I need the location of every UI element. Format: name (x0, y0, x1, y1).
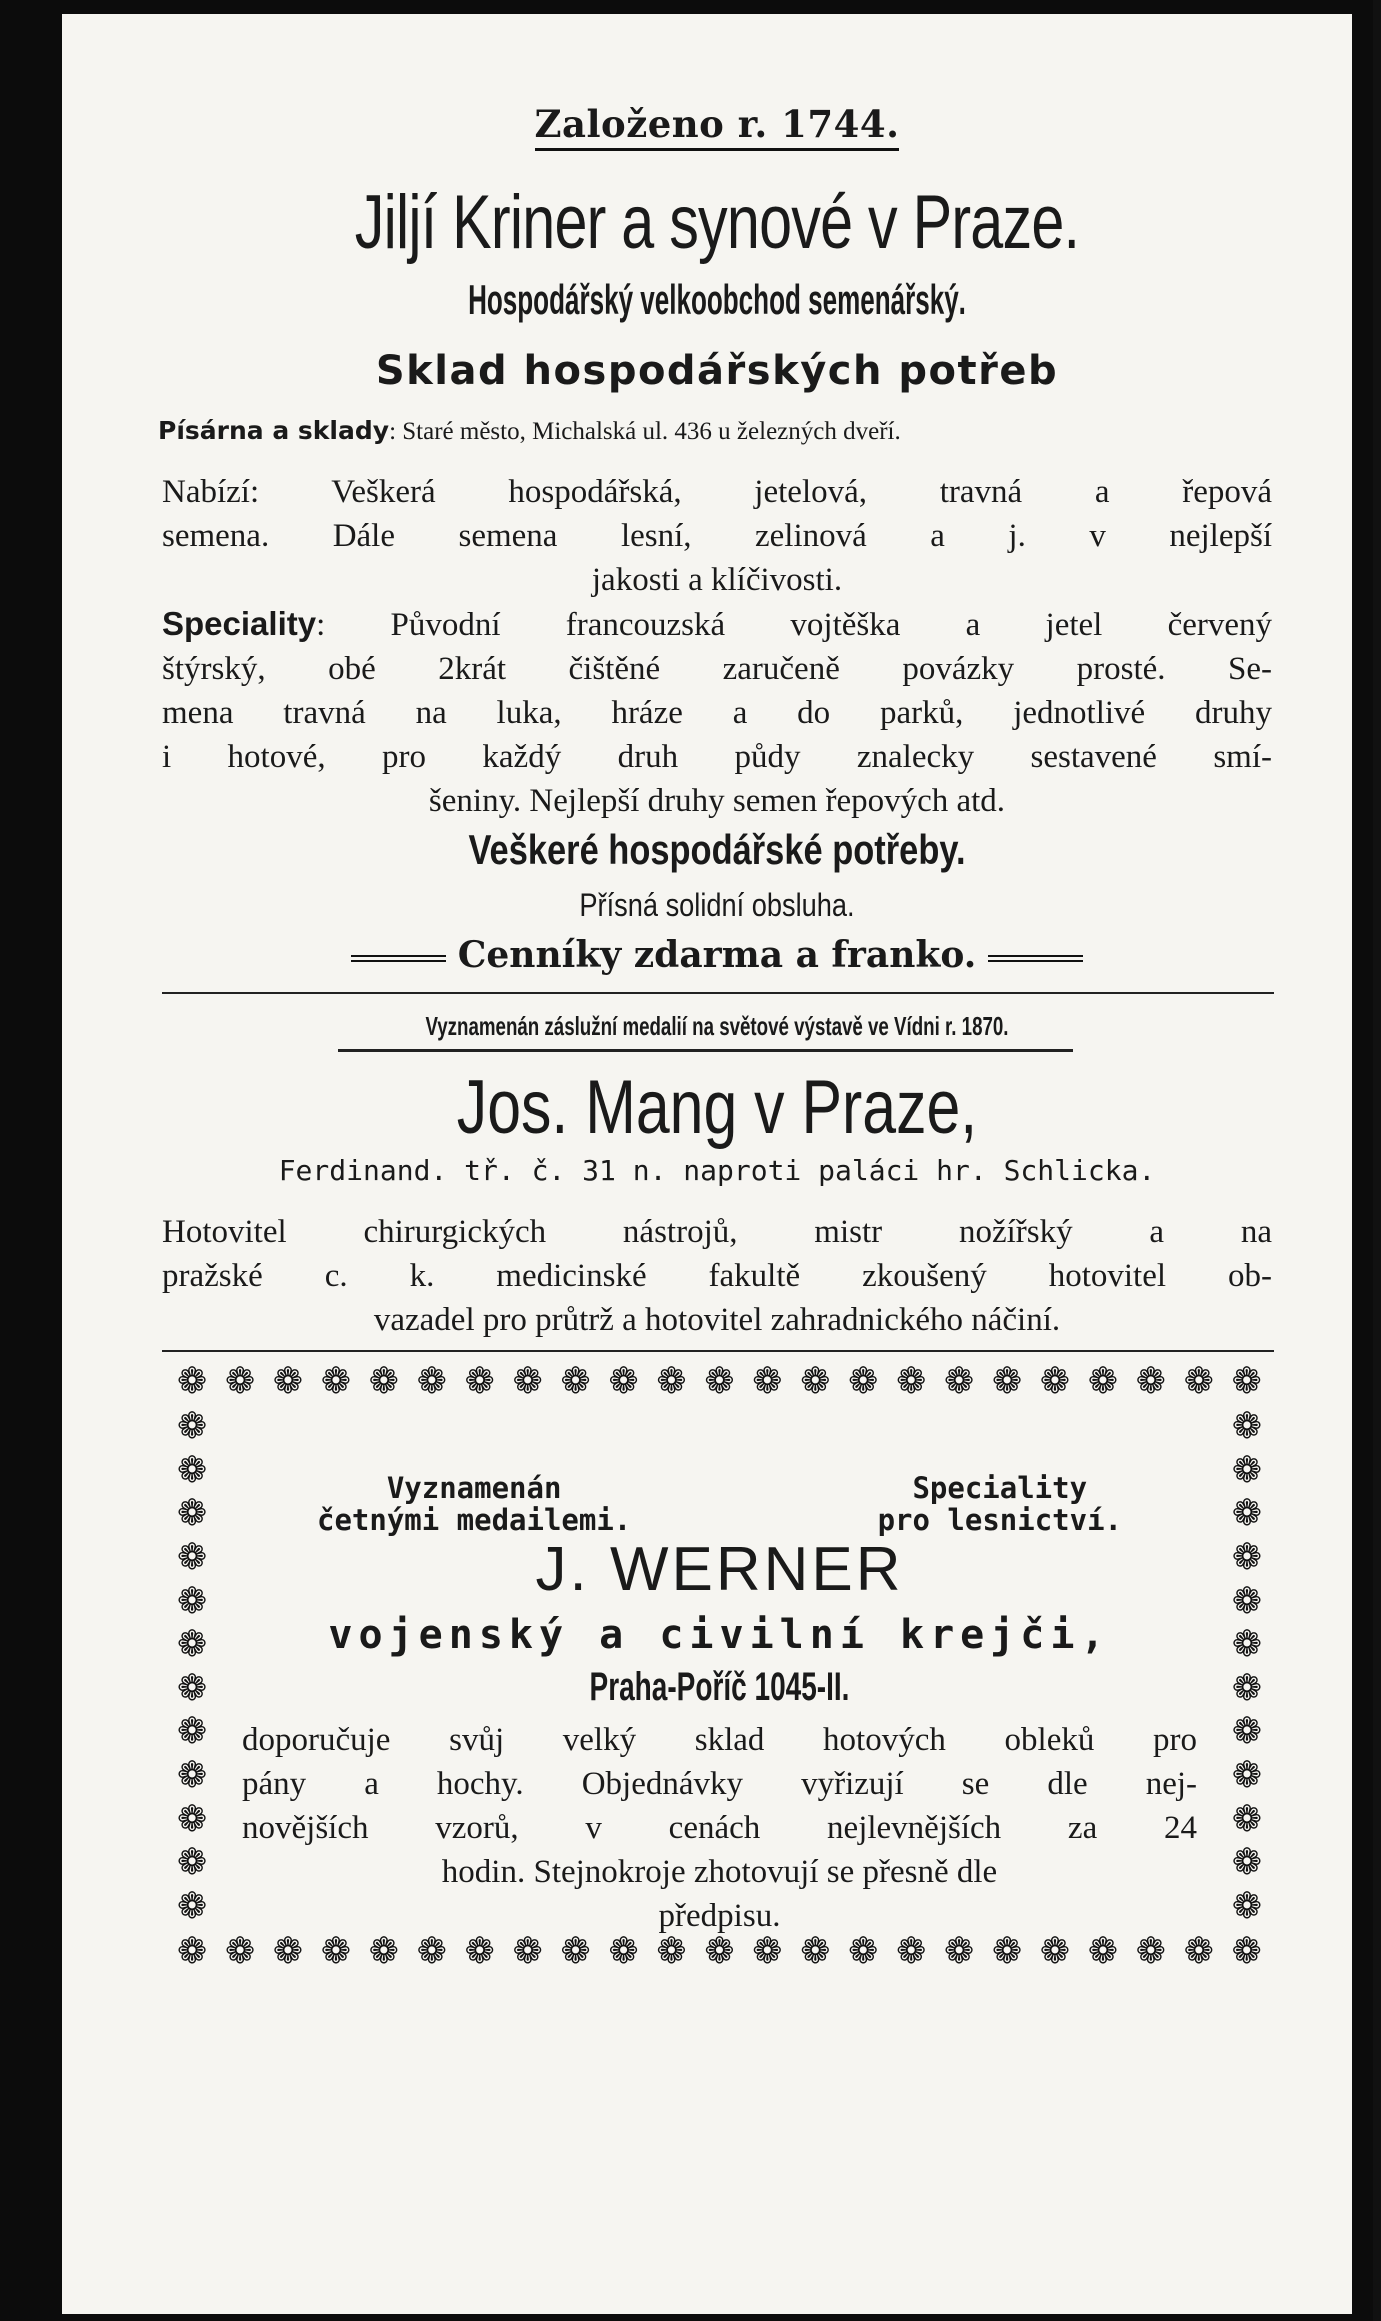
flower-ornament-icon: ❁ (1231, 1361, 1262, 1402)
flower-ornament-icon: ❁ (1231, 1406, 1262, 1447)
office-address: : Staré město, Michalská ul. 436 u železných dveří. (389, 418, 901, 445)
flower-ornament-icon: ❁ (848, 1361, 879, 1402)
specialty-line: i hotové, pro každý druh půdy znalecky sestavené smí- (162, 739, 1272, 775)
flower-ornament-icon: ❁ (1039, 1361, 1071, 1402)
flower-ornament-icon: ❁ (177, 1449, 208, 1491)
flower-ornament-icon: ❁ (704, 1931, 735, 1972)
offer-line: Nabízí: Veškerá hospodářská, jetelová, travná a řepová (162, 474, 1272, 510)
price-lists-text: Cenníky zdarma a franko. (457, 934, 977, 976)
flower-ornament-icon: ❁ (1231, 1449, 1262, 1491)
founded-text: Založeno r. 1744. (535, 102, 900, 151)
werner-line: novějších vzorů, v cenách nejlevnějších za 24 (242, 1810, 1197, 1846)
specialty-text: : Původní francouzská vojtěška a jetel červený (316, 607, 1272, 643)
flower-ornament-icon: ❁ (1183, 1361, 1214, 1402)
flower-ornament-icon: ❁ (1231, 1624, 1262, 1666)
mang-line: Hotovitel chirurgických nástrojů, mistr nožířský a na (162, 1214, 1272, 1250)
firm-title-kriner: Jiljí Kriner a synové v Praze. (354, 180, 1080, 265)
flower-ornament-icon: ❁ (320, 1931, 351, 1972)
flower-ornament-icon: ❁ (944, 1931, 975, 1972)
werner-trade: vojenský a civilní krejči, (328, 1612, 1111, 1658)
werner-line-last: předpisu. (658, 1898, 781, 1934)
divider-rule (162, 1350, 1274, 1352)
flower-ornament-icon: ❁ (464, 1361, 495, 1402)
offer-line-last: jakosti a klíčivosti. (591, 562, 843, 598)
specialty-note-line: pro lesnictví. (877, 1503, 1122, 1537)
mang-line-last: vazadel pro průtrž a hotovitel zahradnického náčiní. (373, 1302, 1061, 1338)
flower-ornament-icon: ❁ (177, 1624, 208, 1666)
flower-ornament-icon: ❁ (368, 1361, 399, 1402)
flower-ornament-icon: ❁ (848, 1931, 879, 1972)
flower-ornament-icon: ❁ (1231, 1711, 1262, 1753)
specialty-first-line (162, 602, 1272, 647)
flower-ornament-icon: ❁ (512, 1361, 543, 1402)
flower-ornament-icon: ❁ (560, 1931, 591, 1972)
all-needs-heading: Veškeré hospodářské potřeby. (468, 826, 966, 873)
ornament-border-bottom (177, 1932, 1262, 1972)
flower-ornament-icon: ❁ (177, 1931, 208, 1972)
price-lists-line (172, 934, 1262, 976)
flower-ornament-icon: ❁ (177, 1755, 208, 1796)
page-sheet (62, 14, 1352, 2314)
werner-line: pány a hochy. Objednávky vyřizují se dle nej- (242, 1766, 1197, 1802)
awards-note-line: Vyznamenán (386, 1471, 562, 1505)
flower-ornament-icon: ❁ (1183, 1931, 1214, 1972)
flower-ornament-icon: ❁ (272, 1361, 304, 1402)
flower-ornament-icon: ❁ (1231, 1493, 1262, 1535)
flower-ornament-icon: ❁ (560, 1361, 591, 1402)
flower-ornament-icon: ❁ (752, 1361, 783, 1402)
mang-line: pražské c. k. medicinské fakultě zkoušený hotovitel ob- (162, 1258, 1272, 1294)
werner-line: doporučuje svůj velký sklad hotových obleků pro (242, 1722, 1197, 1758)
flower-ornament-icon: ❁ (704, 1361, 735, 1402)
flower-ornament-icon: ❁ (944, 1361, 975, 1402)
flower-ornament-icon: ❁ (272, 1931, 304, 1972)
award-underline (338, 1049, 1073, 1052)
flower-ornament-icon: ❁ (608, 1361, 639, 1402)
flower-ornament-icon: ❁ (177, 1885, 208, 1927)
werner-name: J. WERNER (535, 1535, 904, 1604)
flower-ornament-icon: ❁ (1231, 1885, 1262, 1927)
mang-address: Ferdinand. tř. č. 31 n. naproti paláci hr. Schlicka. (278, 1154, 1156, 1187)
flower-ornament-icon: ❁ (1231, 1667, 1262, 1709)
werner-specialty-note (878, 1472, 1122, 1536)
flower-ornament-icon: ❁ (1135, 1361, 1166, 1402)
flower-ornament-icon: ❁ (1039, 1931, 1071, 1972)
firm-title-mang: Jos. Mang v Praze, (456, 1065, 978, 1150)
flower-ornament-icon: ❁ (177, 1406, 208, 1447)
werner-line-centered: hodin. Stejnokroje zhotovují se přesně dle (441, 1854, 998, 1890)
werner-paragraph (242, 1718, 1197, 1938)
dash-ornament-left (351, 955, 446, 962)
firm-subtitle-kriner: Hospodářský velkoobchod semenářský. (468, 276, 966, 323)
flower-ornament-icon: ❁ (608, 1931, 639, 1972)
flower-ornament-icon: ❁ (1087, 1931, 1118, 1972)
flower-ornament-icon: ❁ (1087, 1361, 1118, 1402)
specialty-label: Speciality (162, 605, 317, 642)
flower-ornament-icon: ❁ (800, 1361, 831, 1402)
flower-ornament-icon: ❁ (416, 1931, 447, 1972)
flower-ornament-icon: ❁ (368, 1931, 399, 1972)
flower-ornament-icon: ❁ (656, 1931, 687, 1972)
flower-ornament-icon: ❁ (177, 1667, 208, 1709)
flower-ornament-icon: ❁ (1231, 1536, 1262, 1578)
dash-ornament-right (988, 955, 1083, 962)
flower-ornament-icon: ❁ (656, 1361, 687, 1402)
flower-ornament-icon: ❁ (800, 1931, 831, 1972)
flower-ornament-icon: ❁ (1231, 1931, 1262, 1972)
flower-ornament-icon: ❁ (1231, 1580, 1262, 1622)
ornament-border-left (177, 1407, 207, 1927)
flower-ornament-icon: ❁ (177, 1493, 208, 1535)
flower-ornament-icon: ❁ (896, 1931, 927, 1972)
flower-ornament-icon: ❁ (177, 1798, 208, 1840)
werner-ad-frame (177, 1362, 1262, 1972)
awards-note-line: četnými medailemi. (317, 1503, 632, 1537)
specialty-line: mena travná na luka, hráze a do parků, jednotlivé druhy (162, 695, 1272, 731)
offer-paragraph (162, 470, 1272, 602)
founded-line (172, 102, 1262, 146)
flower-ornament-icon: ❁ (1231, 1798, 1262, 1840)
specialty-line-last: šeniny. Nejlepší druhy semen řepových atd. (428, 783, 1006, 819)
flower-ornament-icon: ❁ (177, 1361, 208, 1402)
office-address-line (158, 416, 1278, 446)
scan-edge (1373, 0, 1381, 2321)
flower-ornament-icon: ❁ (464, 1931, 495, 1972)
werner-awards-note (317, 1472, 631, 1536)
flower-ornament-icon: ❁ (1231, 1755, 1262, 1796)
flower-ornament-icon: ❁ (991, 1361, 1023, 1402)
specialty-note-line: Speciality (912, 1471, 1088, 1505)
flower-ornament-icon: ❁ (991, 1931, 1023, 1972)
flower-ornament-icon: ❁ (320, 1361, 351, 1402)
offer-line: semena. Dále semena lesní, zelinová a j. v nejlepší (162, 518, 1272, 554)
flower-ornament-icon: ❁ (896, 1361, 927, 1402)
flower-ornament-icon: ❁ (752, 1931, 783, 1972)
warehouse-heading: Sklad hospodářských potřeb (375, 348, 1059, 394)
specialty-paragraph (162, 602, 1272, 823)
flower-ornament-icon: ❁ (177, 1842, 208, 1884)
flower-ornament-icon: ❁ (224, 1931, 256, 1972)
service-line: Přísná solidní obsluha. (579, 887, 855, 923)
divider-rule (162, 992, 1274, 994)
flower-ornament-icon: ❁ (177, 1580, 208, 1622)
flower-ornament-icon: ❁ (1135, 1931, 1166, 1972)
flower-ornament-icon: ❁ (416, 1361, 447, 1402)
werner-address: Praha-Poříč 1045-II. (589, 1665, 850, 1709)
flower-ornament-icon: ❁ (1231, 1842, 1262, 1884)
ornament-border-right (1232, 1407, 1262, 1927)
award-line-mang: Vyznamenán záslužní medalií na světové výstavě ve Vídni r. 1870. (425, 1011, 1009, 1041)
flower-ornament-icon: ❁ (177, 1711, 208, 1753)
flower-ornament-icon: ❁ (177, 1536, 208, 1578)
ornament-border-top (177, 1362, 1262, 1402)
flower-ornament-icon: ❁ (224, 1361, 256, 1402)
mang-paragraph (162, 1210, 1272, 1342)
specialty-line: štýrský, obé 2krát čištěné zaručeně povázky prosté. Se- (162, 651, 1272, 687)
flower-ornament-icon: ❁ (512, 1931, 543, 1972)
office-label: Písárna a sklady (158, 416, 390, 445)
